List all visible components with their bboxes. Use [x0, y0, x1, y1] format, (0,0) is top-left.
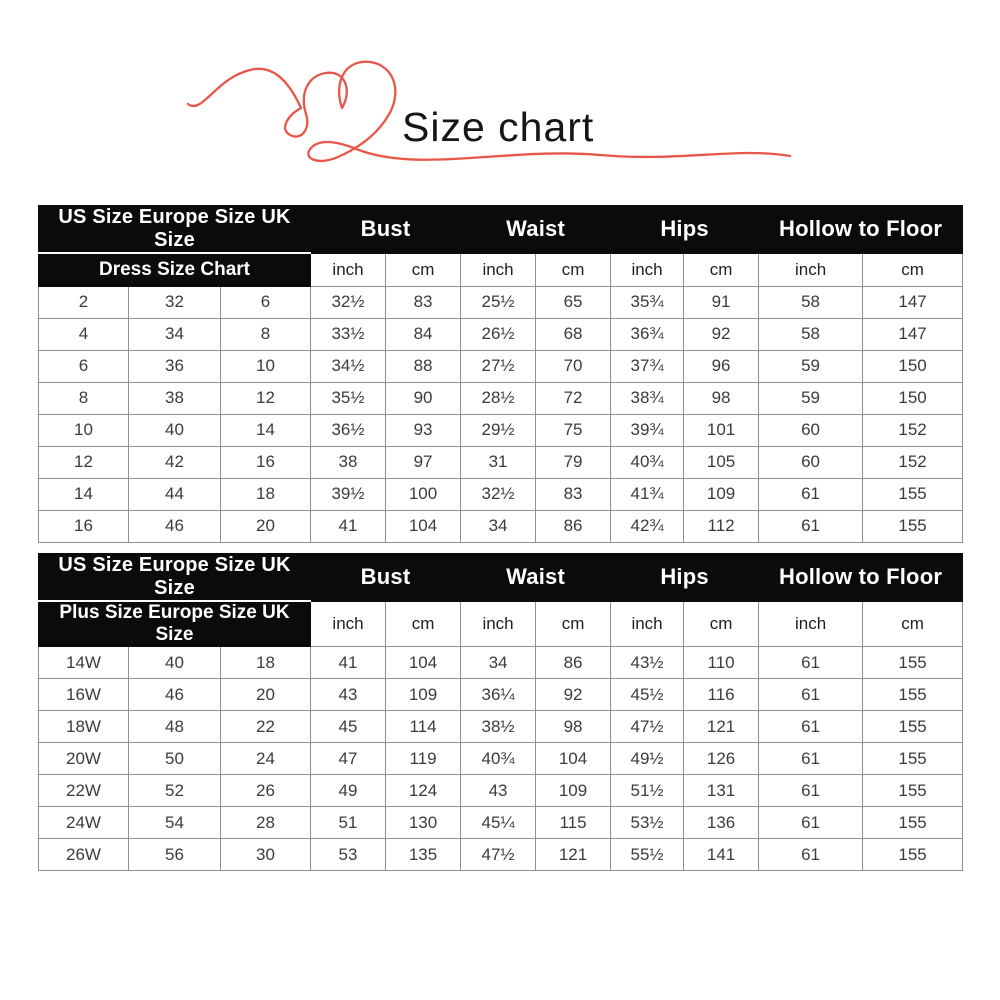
cell: 28½ [461, 382, 536, 414]
table-row [39, 478, 963, 510]
cell: 126 [684, 743, 759, 775]
cell: 110 [684, 647, 759, 679]
cell: 24 [221, 743, 311, 775]
cell: 26½ [461, 318, 536, 350]
cell: 36½ [311, 414, 386, 446]
cell: 49 [311, 775, 386, 807]
cell: 90 [386, 382, 461, 414]
cell: 155 [863, 807, 963, 839]
cell: 61 [759, 743, 863, 775]
cell: 34 [129, 318, 221, 350]
cell: 35¾ [611, 286, 684, 318]
cell: 55½ [611, 839, 684, 871]
cell: 30 [221, 839, 311, 871]
unit-header: cm [863, 601, 963, 647]
cell: 155 [863, 647, 963, 679]
cell: 155 [863, 711, 963, 743]
unit-header: inch [759, 253, 863, 286]
table-label: Plus Size Europe Size UK Size [39, 601, 311, 647]
cell: 20W [39, 743, 129, 775]
cell: 22 [221, 711, 311, 743]
cell: 12 [39, 446, 129, 478]
cell: 152 [863, 446, 963, 478]
cell: 51 [311, 807, 386, 839]
cell: 61 [759, 647, 863, 679]
cell: 22W [39, 775, 129, 807]
cell: 79 [536, 446, 611, 478]
unit-header: inch [611, 601, 684, 647]
cell: 47½ [461, 839, 536, 871]
cell: 43½ [611, 647, 684, 679]
unit-header: cm [386, 253, 461, 286]
cell: 116 [684, 679, 759, 711]
cell: 16 [39, 510, 129, 542]
cell: 104 [386, 647, 461, 679]
cell: 119 [386, 743, 461, 775]
cell: 121 [684, 711, 759, 743]
unit-header: inch [311, 253, 386, 286]
cell: 136 [684, 807, 759, 839]
table-row [39, 775, 963, 807]
cell: 16 [221, 446, 311, 478]
cell: 43 [311, 679, 386, 711]
cell: 43 [461, 775, 536, 807]
cell: 6 [39, 350, 129, 382]
cell: 150 [863, 382, 963, 414]
cell: 59 [759, 382, 863, 414]
cell: 35½ [311, 382, 386, 414]
table-row [39, 414, 963, 446]
cell: 29½ [461, 414, 536, 446]
table-row [39, 286, 963, 318]
unit-header: inch [461, 601, 536, 647]
cell: 61 [759, 510, 863, 542]
unit-header: cm [536, 601, 611, 647]
cell: 58 [759, 286, 863, 318]
cell: 61 [759, 839, 863, 871]
cell: 34 [461, 510, 536, 542]
cell: 40¾ [611, 446, 684, 478]
cell: 155 [863, 510, 963, 542]
cell: 48 [129, 711, 221, 743]
plus-size-table [38, 553, 963, 871]
cell: 46 [129, 679, 221, 711]
cell: 10 [39, 414, 129, 446]
cell: 32½ [311, 286, 386, 318]
table-header-row [39, 554, 963, 602]
cell: 60 [759, 414, 863, 446]
cell: 20 [221, 679, 311, 711]
cell: 101 [684, 414, 759, 446]
table-subheader-row [39, 253, 963, 286]
cell: 141 [684, 839, 759, 871]
cell: 93 [386, 414, 461, 446]
cell: 155 [863, 679, 963, 711]
cell: 10 [221, 350, 311, 382]
cell: 152 [863, 414, 963, 446]
table-row [39, 839, 963, 871]
cell: 53 [311, 839, 386, 871]
cell: 98 [684, 382, 759, 414]
cell: 44 [129, 478, 221, 510]
table-row [39, 446, 963, 478]
cell: 12 [221, 382, 311, 414]
cell: 14W [39, 647, 129, 679]
table-row [39, 711, 963, 743]
table-row [39, 679, 963, 711]
cell: 105 [684, 446, 759, 478]
table-row [39, 807, 963, 839]
unit-header: inch [611, 253, 684, 286]
cell: 104 [386, 510, 461, 542]
waist-header: Waist [461, 206, 611, 254]
cell: 42 [129, 446, 221, 478]
unit-header: cm [684, 601, 759, 647]
table-row [39, 382, 963, 414]
sizes-columns-header: US Size Europe Size UK Size [39, 554, 311, 602]
cell: 14 [221, 414, 311, 446]
cell: 97 [386, 446, 461, 478]
cell: 41 [311, 647, 386, 679]
table-header-row [39, 206, 963, 254]
cell: 8 [221, 318, 311, 350]
cell: 45¼ [461, 807, 536, 839]
cell: 16W [39, 679, 129, 711]
cell: 25½ [461, 286, 536, 318]
cell: 50 [129, 743, 221, 775]
cell: 52 [129, 775, 221, 807]
cell: 131 [684, 775, 759, 807]
cell: 84 [386, 318, 461, 350]
plus-size-table-body [39, 647, 963, 871]
cell: 39½ [311, 478, 386, 510]
cell: 32 [129, 286, 221, 318]
cell: 28 [221, 807, 311, 839]
cell: 24W [39, 807, 129, 839]
table-row [39, 510, 963, 542]
cell: 109 [536, 775, 611, 807]
cell: 121 [536, 839, 611, 871]
bust-header: Bust [311, 206, 461, 254]
cell: 26W [39, 839, 129, 871]
cell: 20 [221, 510, 311, 542]
cell: 61 [759, 478, 863, 510]
cell: 109 [684, 478, 759, 510]
cell: 147 [863, 286, 963, 318]
cell: 96 [684, 350, 759, 382]
cell: 26 [221, 775, 311, 807]
hollow-to-floor-header: Hollow to Floor [759, 206, 963, 254]
cell: 109 [386, 679, 461, 711]
unit-header: cm [536, 253, 611, 286]
cell: 150 [863, 350, 963, 382]
cell: 27½ [461, 350, 536, 382]
cell: 34 [461, 647, 536, 679]
cell: 32½ [461, 478, 536, 510]
bust-header: Bust [311, 554, 461, 602]
cell: 18 [221, 478, 311, 510]
cell: 83 [536, 478, 611, 510]
cell: 49½ [611, 743, 684, 775]
cell: 147 [863, 318, 963, 350]
cell: 18 [221, 647, 311, 679]
cell: 98 [536, 711, 611, 743]
table-row [39, 318, 963, 350]
cell: 33½ [311, 318, 386, 350]
cell: 37¾ [611, 350, 684, 382]
unit-header: inch [461, 253, 536, 286]
cell: 51½ [611, 775, 684, 807]
table-row [39, 647, 963, 679]
cell: 56 [129, 839, 221, 871]
cell: 8 [39, 382, 129, 414]
cell: 91 [684, 286, 759, 318]
cell: 40 [129, 647, 221, 679]
unit-header: inch [311, 601, 386, 647]
cell: 112 [684, 510, 759, 542]
table-row [39, 743, 963, 775]
cell: 14 [39, 478, 129, 510]
cell: 114 [386, 711, 461, 743]
cell: 38½ [461, 711, 536, 743]
cell: 31 [461, 446, 536, 478]
table-row [39, 350, 963, 382]
cell: 135 [386, 839, 461, 871]
dress-size-table [38, 205, 963, 543]
cell: 40 [129, 414, 221, 446]
table-label: Dress Size Chart [39, 253, 311, 286]
cell: 83 [386, 286, 461, 318]
cell: 61 [759, 775, 863, 807]
cell: 45 [311, 711, 386, 743]
cell: 88 [386, 350, 461, 382]
cell: 41¾ [611, 478, 684, 510]
cell: 115 [536, 807, 611, 839]
cell: 68 [536, 318, 611, 350]
cell: 47 [311, 743, 386, 775]
hollow-to-floor-header: Hollow to Floor [759, 554, 963, 602]
hips-header: Hips [611, 206, 759, 254]
cell: 86 [536, 510, 611, 542]
cell: 38 [129, 382, 221, 414]
cell: 92 [684, 318, 759, 350]
cell: 38¾ [611, 382, 684, 414]
cell: 45½ [611, 679, 684, 711]
cell: 100 [386, 478, 461, 510]
dress-size-table-body [39, 286, 963, 542]
title-section [0, 0, 1000, 205]
cell: 70 [536, 350, 611, 382]
cell: 39¾ [611, 414, 684, 446]
cell: 46 [129, 510, 221, 542]
cell: 60 [759, 446, 863, 478]
cell: 61 [759, 679, 863, 711]
hips-header: Hips [611, 554, 759, 602]
unit-header: cm [684, 253, 759, 286]
unit-header: cm [863, 253, 963, 286]
cell: 75 [536, 414, 611, 446]
cell: 40¾ [461, 743, 536, 775]
cell: 54 [129, 807, 221, 839]
unit-header: cm [386, 601, 461, 647]
cell: 53½ [611, 807, 684, 839]
cell: 4 [39, 318, 129, 350]
cell: 18W [39, 711, 129, 743]
sizes-columns-header: US Size Europe Size UK Size [39, 206, 311, 254]
cell: 72 [536, 382, 611, 414]
cell: 61 [759, 807, 863, 839]
cell: 36¾ [611, 318, 684, 350]
cell: 92 [536, 679, 611, 711]
cell: 61 [759, 711, 863, 743]
cell: 58 [759, 318, 863, 350]
cell: 155 [863, 775, 963, 807]
cell: 38 [311, 446, 386, 478]
cell: 155 [863, 839, 963, 871]
cell: 36 [129, 350, 221, 382]
cell: 124 [386, 775, 461, 807]
cell: 2 [39, 286, 129, 318]
waist-header: Waist [461, 554, 611, 602]
cell: 47½ [611, 711, 684, 743]
cell: 104 [536, 743, 611, 775]
cell: 59 [759, 350, 863, 382]
cell: 65 [536, 286, 611, 318]
cell: 130 [386, 807, 461, 839]
page-title: Size chart [402, 104, 595, 150]
cell: 34½ [311, 350, 386, 382]
cell: 36¼ [461, 679, 536, 711]
cell: 42¾ [611, 510, 684, 542]
cell: 6 [221, 286, 311, 318]
cell: 155 [863, 743, 963, 775]
cell: 86 [536, 647, 611, 679]
table-subheader-row [39, 601, 963, 647]
unit-header: inch [759, 601, 863, 647]
cell: 41 [311, 510, 386, 542]
cell: 155 [863, 478, 963, 510]
